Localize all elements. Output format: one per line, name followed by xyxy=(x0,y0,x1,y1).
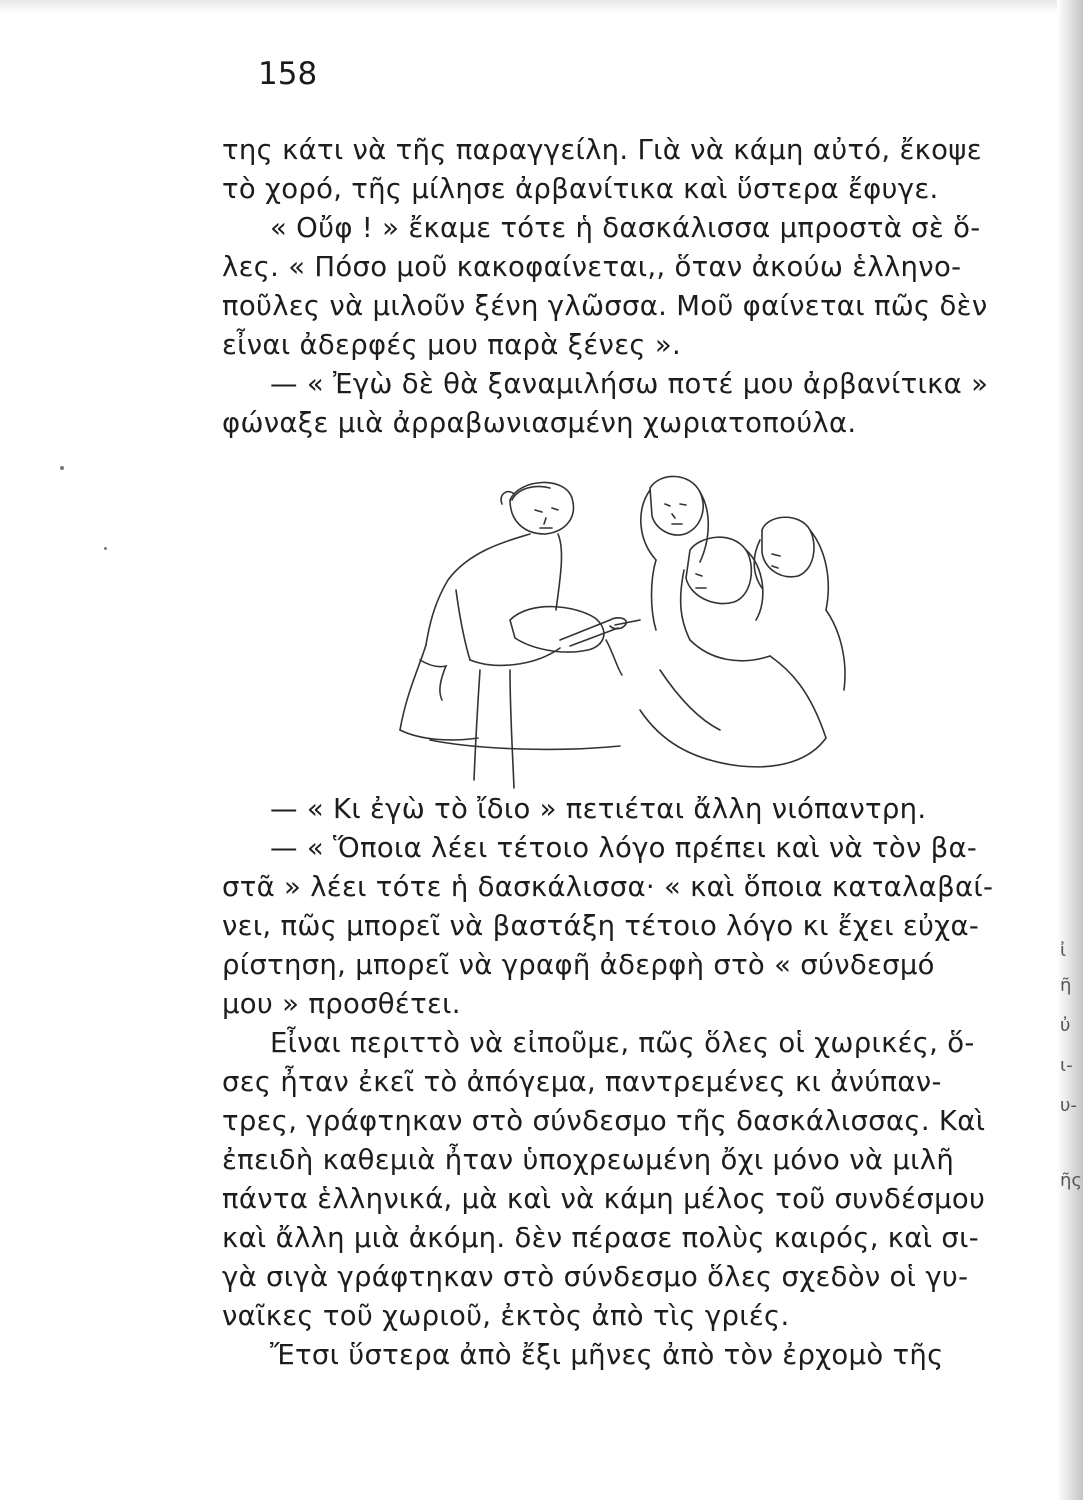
text-line: πάντα ἑλληνικά, μὰ καὶ νὰ κάμη μέλος τοῦ συνδέσμου xyxy=(222,1183,986,1215)
text-line: « Οὔφ ! » ἔκαμε τότε ἡ δασκάλισσα μπροστὰ σὲ ὅ- xyxy=(270,212,981,244)
text-block-bottom xyxy=(222,790,1042,1375)
text-line: — « Ἐγὼ δὲ θὰ ξαναμιλήσω ποτέ μου ἀρβανίτικα » xyxy=(270,368,989,400)
text-line: εἶναι ἀδερφές μου παρὰ ξένες ». xyxy=(222,329,682,361)
text-line: ἐπειδὴ καθεμιὰ ἦταν ὑποχρεωμένη ὄχι μόνο νὰ μιλῆ xyxy=(222,1144,955,1176)
text-line: μου » προσθέτει. xyxy=(222,988,461,1020)
speck xyxy=(104,547,107,550)
text-line: τὸ χορό, τῆς μίλησε ἀρβανίτικα καὶ ὕστερα ἔφυγε. xyxy=(222,173,939,205)
text-line: της κάτι νὰ τῆς παραγγείλη. Γιὰ νὰ κάμη αὐτό, ἔκοψε xyxy=(222,134,982,166)
text-block-top xyxy=(222,131,1042,443)
text-line: — « Ὅποια λέει τέτοιο λόγο πρέπει καὶ νὰ τὸν βα- xyxy=(270,832,978,864)
text-line: ποῦλες νὰ μιλοῦν ξένη γλῶσσα. Μοῦ φαίνεται πῶς δὲν xyxy=(222,290,988,322)
margin-mark: ῆς xyxy=(1060,1170,1082,1191)
margin-mark: ῆ xyxy=(1060,975,1072,996)
text-line: — « Κι ἐγὼ τὸ ἴδιο » πετιέται ἄλλη νιόπαντρη. xyxy=(270,793,927,825)
page-number: 158 xyxy=(258,56,318,92)
speck xyxy=(60,466,64,470)
text-line: ναῖκες τοῦ χωριοῦ, ἐκτὸς ἀπὸ τὶς γριές. xyxy=(222,1300,790,1332)
text-line: νει, πῶς μπορεῖ νὰ βαστάξη τέτοιο λόγο κι ἔχει εὐχα- xyxy=(222,910,980,942)
margin-mark: ἰ xyxy=(1060,940,1067,961)
text-line: τρες, γράφτηκαν στὸ σύνδεσμο τῆς δασκάλισσας. Καὶ xyxy=(222,1105,986,1137)
margin-mark: ι- xyxy=(1060,1055,1073,1076)
text-line: στᾶ » λέει τότε ἡ δασκάλισσα· « καὶ ὅποια καταλαβαί- xyxy=(222,871,994,903)
text-line: φώναξε μιὰ ἀρραβωνιασμένη χωριατοπούλα. xyxy=(222,407,857,439)
margin-mark: υ- xyxy=(1060,1095,1077,1116)
text-line: σες ἦταν ἐκεῖ τὸ ἀπόγεμα, παντρεμένες κι ἀνύπαν- xyxy=(222,1066,942,1098)
text-line: Εἶναι περιττὸ νὰ εἰποῦμε, πῶς ὅλες οἱ χωρικές, ὅ- xyxy=(270,1027,975,1059)
scan-edge-top xyxy=(0,0,1083,14)
text-line: ρίστηση, μπορεῖ νὰ γραφῆ ἀδερφὴ στὸ « σύνδεσμό xyxy=(222,949,935,981)
text-line: γὰ σιγὰ γράφτηκαν στὸ σύνδεσμο ὅλες σχεδὸν οἱ γυ- xyxy=(222,1261,969,1293)
illustration-teacher-and-village-women xyxy=(360,470,860,800)
text-line: λες. « Πόσο μοῦ κακοφαίνεται,, ὅταν ἀκούω ἑλληνο- xyxy=(222,251,962,283)
text-line: Ἔτσι ὕστερα ἀπὸ ἔξι μῆνες ἀπὸ τὸν ἐρχομὸ τῆς xyxy=(270,1339,944,1371)
text-line: καὶ ἄλλη μιὰ ἀκόμη. δὲν πέρασε πολὺς καιρός, καὶ σι- xyxy=(222,1222,979,1254)
margin-mark: ὐ xyxy=(1060,1015,1071,1036)
adjacent-page-margin xyxy=(1060,940,1080,1360)
